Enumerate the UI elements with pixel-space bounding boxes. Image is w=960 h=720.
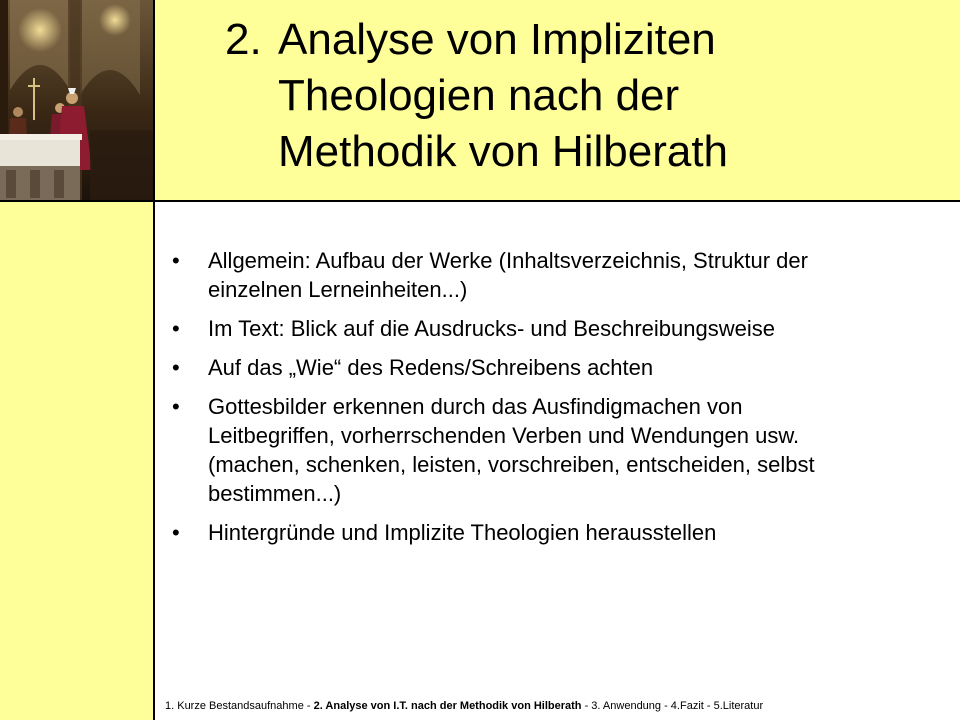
bullet-dot-icon: •: [172, 316, 180, 341]
bullet-item: [170, 353, 950, 382]
bullet-item: [170, 246, 950, 304]
church-altar-photo: [0, 0, 155, 202]
footer-navigation: [165, 699, 763, 713]
bullet-line: Allgemein: Aufbau der Werke (Inhaltsverzeichnis, Struktur der: [208, 248, 808, 273]
bullet-item: [170, 314, 950, 343]
slide-title: [278, 12, 938, 180]
bullet-line: einzelnen Lerneinheiten...): [208, 277, 468, 302]
title-number: 2.: [225, 15, 262, 64]
footer-part: 1. Kurze Bestandsaufnahme -: [165, 700, 314, 712]
bullet-dot-icon: •: [172, 520, 180, 545]
bullet-line: Hintergründe und Implizite Theologien herausstellen: [208, 520, 717, 545]
bullet-line: (machen, schenken, leisten, vorschreiben, entscheiden, selbst: [208, 452, 815, 477]
bullet-list: [170, 246, 950, 557]
title-box: [155, 0, 960, 202]
bullet-item: [170, 518, 950, 547]
title-line: Analyse von Impliziten: [278, 15, 716, 64]
bullet-line: Auf das „Wie“ des Redens/Schreibens achten: [208, 355, 654, 380]
footer-current-part: 2. Analyse von I.T. nach der Methodik von Hilberath: [313, 700, 582, 712]
bullet-line: bestimmen...): [208, 481, 342, 506]
title-line: Theologien nach der: [278, 71, 680, 120]
bullet-line: Gottesbilder erkennen durch das Ausfindigmachen von: [208, 394, 743, 419]
bullet-dot-icon: •: [172, 248, 180, 273]
title-line: Methodik von Hilberath: [278, 127, 729, 176]
bullet-dot-icon: •: [172, 355, 180, 380]
bullet-line: Im Text: Blick auf die Ausdrucks- und Beschreibungsweise: [208, 316, 775, 341]
bullet-item: [170, 392, 950, 508]
bullet-dot-icon: •: [172, 394, 180, 419]
footer-part: - 3. Anwendung - 4.Fazit - 5.Literatur: [581, 700, 764, 712]
bullet-line: Leitbegriffen, vorherrschenden Verben und Wendungen usw.: [208, 423, 800, 448]
